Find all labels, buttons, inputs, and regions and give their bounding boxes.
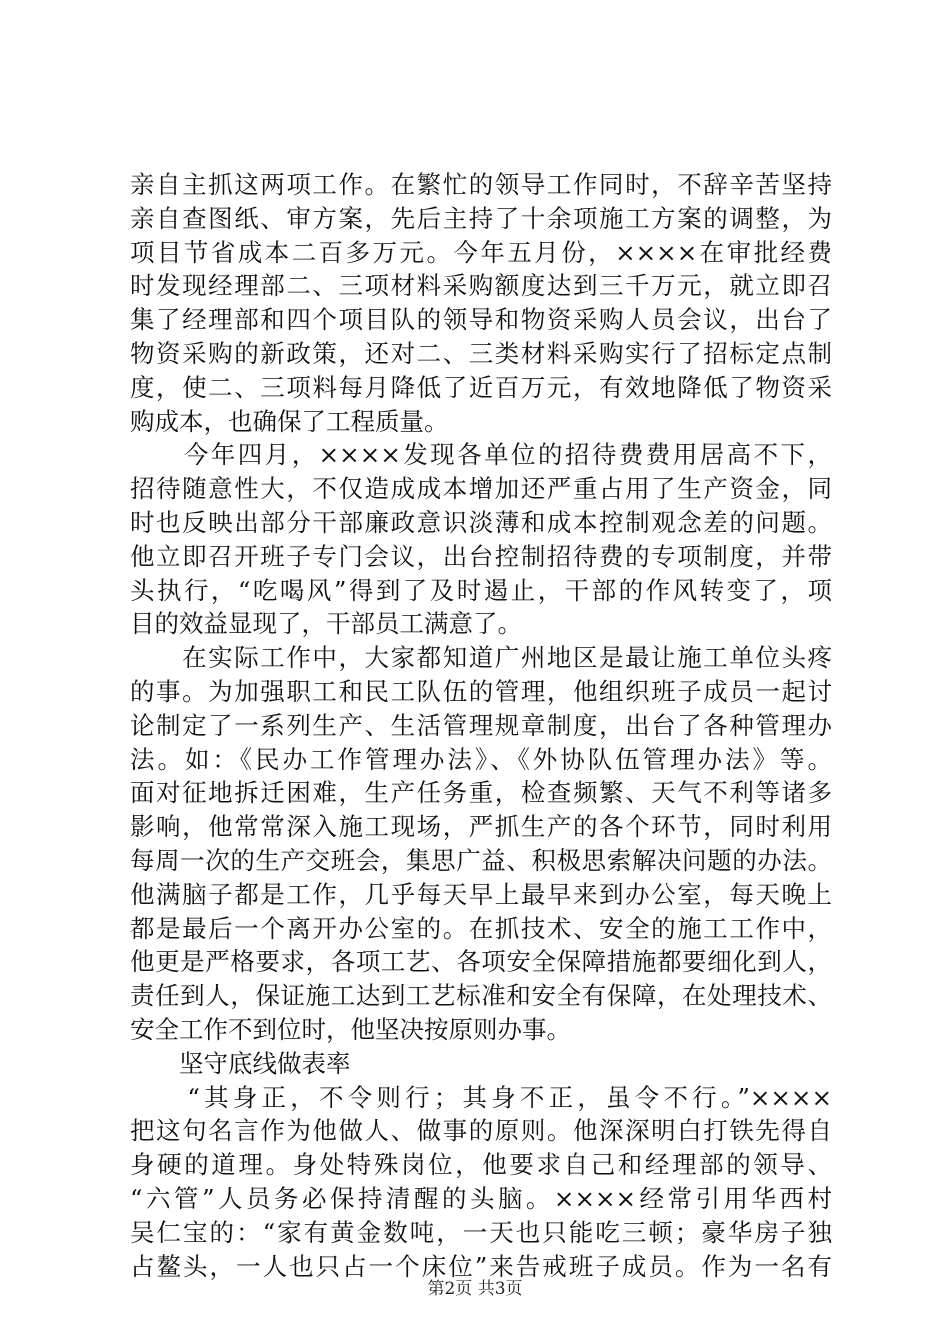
text-line: 都是最后一个离开办公室的。在抓技术、安全的施工工作中， (130, 913, 832, 943)
text-line: 他立即召开班子专门会议，出台控制招待费的专项制度，并带 (130, 541, 832, 571)
text-line: 身硬的道理。身处特殊岗位，他要求自己和经理部的领导、 (130, 1150, 832, 1180)
text-line: 把这句名言作为他做人、做事的原则。他深深明白打铁先得自 (130, 1116, 832, 1146)
text-line: 目的效益显现了，干部员工满意了。 (130, 609, 522, 639)
text-line: 集了经理部和四个项目队的领导和物资采购人员会议，出台了 (130, 305, 832, 335)
text-line: 吴仁宝的：“家有黄金数吨，一天也只能吃三顿；豪华房子独 (130, 1217, 832, 1247)
text-line: 法。如：《民办工作管理办法》、《外协队伍管理办法》等。 (130, 744, 832, 774)
text-line: 物资采购的新政策，还对二、三类材料采购实行了招标定点制 (130, 338, 832, 368)
text-line: 影响，他常常深入施工现场，严抓生产的各个环节，同时利用 (130, 812, 832, 842)
text-line: “六管”人员务必保持清醒的头脑。××××经常引用华西村 (130, 1183, 832, 1213)
text-line: 项目节省成本二百多万元。今年五月份，××××在审批经费 (130, 237, 832, 267)
document-body (130, 168, 832, 1283)
text-line: 的事。为加强职工和民工队伍的管理，他组织班子成员一起讨 (130, 676, 832, 706)
text-line: 时发现经理部二、三项材料采购额度达到三千万元，就立即召 (130, 271, 832, 301)
page-footer: 第2页 共3页 (427, 1279, 523, 1299)
text-line: 每周一次的生产交班会，集思广益、积极思索解决问题的办法。 (130, 845, 832, 875)
text-line: 亲自查图纸、审方案，先后主持了十余项施工方案的调整，为 (130, 203, 832, 233)
text-line: 论制定了一系列生产、生活管理规章制度，出台了各种管理办 (130, 710, 832, 740)
text-line: 招待随意性大，不仅造成成本增加还严重占用了生产资金，同 (130, 474, 832, 504)
text-line: 他满脑子都是工作，几乎每天早上最早来到办公室，每天晚上 (130, 879, 832, 909)
text-line: 安全工作不到位时，他坚决按原则办事。 (130, 1014, 571, 1044)
text-line: 在实际工作中，大家都知道广州地区是最让施工单位头疼 (130, 643, 832, 673)
text-line: 头执行，“吃喝风”得到了及时遏止，干部的作风转变了，项 (130, 575, 832, 605)
text-line: 亲自主抓这两项工作。在繁忙的领导工作同时，不辞辛苦坚持 (130, 170, 832, 199)
text-line: 度，使二、三项料每月降低了近百万元，有效地降低了物资采 (130, 372, 832, 402)
text-line: 面对征地拆迁困难，生产任务重，检查频繁、天气不利等诸多 (130, 778, 832, 808)
text-line: 责任到人，保证施工达到工艺标准和安全有保障，在处理技术、 (130, 981, 832, 1011)
text-line: 今年四月，××××发现各单位的招待费费用居高不下， (130, 440, 832, 470)
text-line: 坚守底线做表率 (130, 1048, 351, 1078)
text-line: 他更是严格要求，各项工艺、各项安全保障措施都要细化到人， (130, 947, 832, 977)
text-line: “其身正，不令则行；其身不正，虽令不行。”×××× (130, 1082, 832, 1112)
text-line: 购成本，也确保了工程质量。 (130, 406, 449, 436)
text-line: 时也反映出部分干部廉政意识淡薄和成本控制观念差的问题。 (130, 507, 832, 537)
text-line: 占鳌头，一人也只占一个床位”来告戒班子成员。作为一名有 (130, 1251, 832, 1281)
